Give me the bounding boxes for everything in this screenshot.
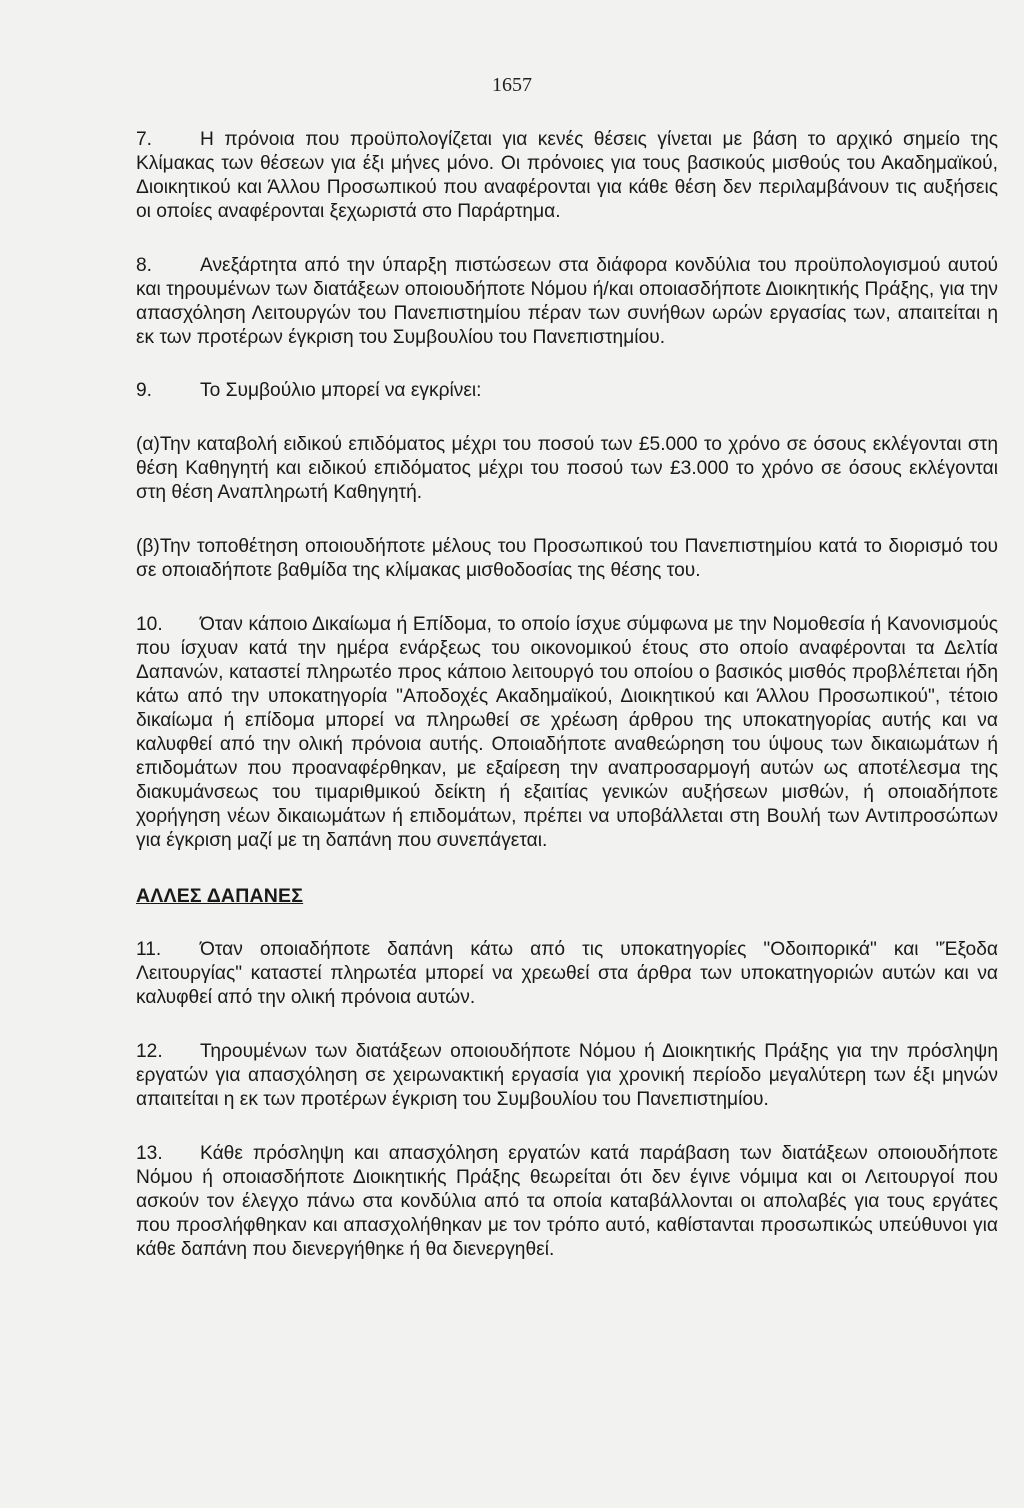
paragraph-text: (β)Την τοποθέτηση οποιουδήποτε μέλους του Προσωπικού του Πανεπιστημίου κατά το διορισμό του σε οποιαδήποτε βαθμίδα της κλίμακας μισθοδοσίας της θέσης του. — [136, 536, 998, 581]
paragraph-13 — [136, 1142, 998, 1262]
paragraph-9 — [136, 379, 998, 403]
paragraph-number: 10. — [136, 614, 163, 635]
paragraph-7 — [136, 128, 998, 224]
paragraph-text: Τηρουμένων των διατάξεων οποιουδήποτε Νόμου ή Διοικητικής Πράξης για την πρόσληψη εργατών για απασχόληση σε χειρωνακτική εργασία για χρονική περίοδο μεγαλύτερη των έξι μηνών απαιτείται η εκ των προτέρων έγκριση του Συμβουλίου του Πανεπιστημίου. — [136, 1041, 998, 1110]
paragraph-number: 12. — [136, 1041, 163, 1062]
paragraph-10 — [136, 613, 998, 853]
paragraph-number: 13. — [136, 1143, 163, 1164]
paragraph-text: Η πρόνοια που προϋπολογίζεται για κενές θέσεις γίνεται με βάση το αρχικό σημείο της Κλίμακας των θέσεων για έξι μήνες μόνο. Οι πρόνοιες για τους βασικούς μισθούς του Ακαδημαϊκού, Διοικητικού και Άλλου Προσωπικού που αναφέρονται για κάθε θέση δεν περιλαμβάνουν τις αυξήσεις οι οποίες αναφέρονται ξεχωριστά στο Παράρτημα. — [136, 129, 998, 222]
paragraph-8 — [136, 254, 998, 350]
document-body — [136, 128, 998, 1262]
paragraph-text: Κάθε πρόσληψη και απασχόληση εργατών κατά παράβαση των διατάξεων οποιουδήποτε Νόμου ή οποιασδήποτε Διοικητικής Πράξης θεωρείται ότι δεν έγινε νόμιμα και οι Λειτουργοί που ασκούν τον έλεγχο πάνω στα κονδύλια από τα οποία καταβάλλονται οι απολαβές για τους εργάτες που προσλήφθηκαν και απασχολήθηκαν με τον τρόπο αυτό, καθίστανται προσωπικώς υπεύθυνοι για κάθε δαπάνη που διενεργήθηκε ή θα διενεργηθεί. — [136, 1143, 998, 1260]
paragraph-number: 8. — [136, 255, 153, 276]
paragraph-number: 7. — [136, 129, 153, 150]
paragraph-9b — [136, 535, 998, 583]
paragraph-text: Όταν κάποιο Δικαίωμα ή Επίδομα, το οποίο ίσχυε σύμφωνα με την Νομοθεσία ή Κανονισμούς που ίσχυαν κατά την ημέρα ενάρξεως του οικονομικού έτους στο οποίο αναφέρονται τα Δελτία Δαπανών, καταστεί πληρωτέο προς κάποιο λειτουργό του οποίου ο βασικός μισθός προβλέπεται ήδη κάτω από την υποκατηγορία "Αποδοχές Ακαδημαϊκού, Διοικητικού και Άλλου Προσωπικού", τέτοιο δικαίωμα ή επίδομα μπορεί να πληρωθεί σε χρέωση άρθρου της υποκατηγορίας αυτής και να καλυφθεί από την ολική πρόνοια αυτής. Οποιαδήποτε αναθεώρηση του ύψους των δικαιωμάτων ή επιδομάτων που προαναφέρθηκαν, με εξαίρεση την αναπροσαρμογή αυτών ως αποτέλεσμα της διακυμάνσεως του τιμαριθμικού δείκτη ή εξαιτίας γενικών αυξήσεων μισθών, ή οποιαδήποτε χορήγηση νέων δικαιωμάτων ή επιδομάτων, πρέπει να υποβάλλεται στη Βουλή των Αντιπροσώπων για έγκριση μαζί με τη δαπάνη που συνεπάγεται. — [136, 614, 998, 851]
paragraph-9a — [136, 433, 998, 505]
page-number: 1657 — [492, 74, 532, 96]
paragraph-11 — [136, 938, 998, 1010]
paragraph-12 — [136, 1040, 998, 1112]
section-heading: ΑΛΛΕΣ ΔΑΠΑΝΕΣ — [136, 885, 304, 907]
paragraph-number: 9. — [136, 380, 153, 401]
paragraph-text: Το Συμβούλιο μπορεί να εγκρίνει: — [200, 380, 482, 401]
paragraph-text: Όταν οποιαδήποτε δαπάνη κάτω από τις υποκατηγορίες "Οδοιπορικά" και "Έξοδα Λειτουργίας" καταστεί πληρωτέα μπορεί να χρεωθεί στα άρθρα των υποκατηγοριών αυτών και να καλυφθεί από την ολική πρόνοια αυτών. — [136, 939, 998, 1008]
paragraph-number: 11. — [136, 939, 162, 960]
paragraph-text: (α)Την καταβολή ειδικού επιδόματος μέχρι του ποσού των £5.000 το χρόνο σε όσους εκλέγονται στη θέση Καθηγητή και ειδικού επιδόματος μέχρι του ποσού των £3.000 το χρόνο σε όσους εκλέγονται στη θέση Αναπληρωτή Καθηγητή. — [136, 434, 998, 503]
paragraph-text: Ανεξάρτητα από την ύπαρξη πιστώσεων στα διάφορα κονδύλια του προϋπολογισμού αυτού και τηρουμένων των διατάξεων οποιουδήποτε Νόμου ή/και οποιασδήποτε Διοικητικής Πράξης, για την απασχόληση Λειτουργών του Πανεπιστημίου πέραν των συνήθων ωρών εργασίας των, απαιτείται η εκ των προτέρων έγκριση του Συμβουλίου του Πανεπιστημίου. — [136, 255, 998, 348]
